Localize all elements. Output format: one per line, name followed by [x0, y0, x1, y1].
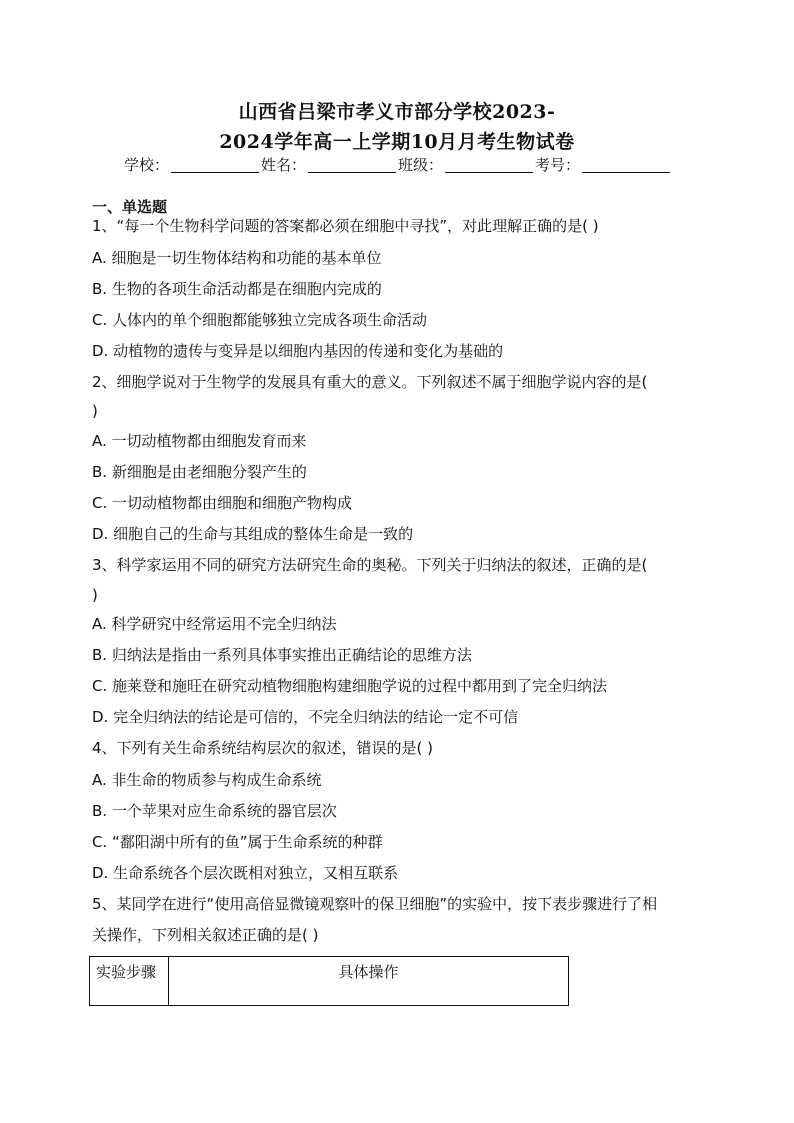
experiment-steps-table	[89, 956, 569, 1006]
question-2-option-a: A. 一切动植物都由细胞发育而来	[92, 432, 307, 450]
question-3-stem: 3、科学家运用不同的研究方法研究生命的奥秘。下列关于归纳法的叙述，正确的是(	[92, 556, 648, 574]
question-2-stem-continued: )	[92, 402, 98, 420]
question-3-option-b: B. 归纳法是指由一系列具体事实推出正确结论的思维方法	[92, 646, 472, 664]
question-3-option-a: A. 科学研究中经常运用不完全归纳法	[92, 615, 337, 633]
class-blank[interactable]	[445, 158, 533, 173]
table-header-row	[90, 957, 569, 1006]
exam-number-blank[interactable]	[582, 158, 670, 173]
question-2-option-c: C. 一切动植物都由细胞和细胞产物构成	[92, 494, 353, 512]
question-4-option-a: A. 非生命的物质参与构成生命系统	[92, 771, 322, 789]
name-blank[interactable]	[308, 158, 396, 173]
question-3-option-c: C. 施莱登和施旺在研究动植物细胞构建细胞学说的过程中都用到了完全归纳法	[92, 677, 608, 695]
exam-number-label: 考号：	[535, 156, 581, 174]
question-2-stem: 2、细胞学说对于生物学的发展具有重大的意义。下列叙述不属于细胞学说内容的是(	[92, 373, 648, 391]
question-1-option-c: C. 人体内的单个细胞都能够独立完成各项生命活动	[92, 311, 428, 329]
question-4-stem: 4、下列有关生命系统结构层次的叙述，错误的是( )	[92, 739, 434, 757]
class-label: 班级：	[398, 156, 444, 174]
question-3-option-d: D. 完全归纳法的结论是可信的，不完全归纳法的结论一定不可信	[92, 708, 519, 726]
question-1-option-d: D. 动植物的遗传与变异是以细胞内基因的传递和变化为基础的	[92, 342, 504, 360]
question-2-option-b: B. 新细胞是由老细胞分裂产生的	[92, 463, 307, 481]
school-blank[interactable]	[171, 158, 259, 173]
exam-title-line2: 2024学年高一上学期10月月考生物试卷	[219, 131, 575, 153]
question-2-option-d: D. 细胞自己的生命与其组成的整体生命是一致的	[92, 525, 414, 543]
question-4-option-b: B. 一个苹果对应生命系统的器官层次	[92, 802, 337, 820]
school-label: 学校：	[124, 156, 170, 174]
question-3-stem-continued: )	[92, 586, 98, 604]
question-5-stem: 5、某同学在进行“使用高倍显微镜观察叶的保卫细胞”的实验中，按下表步骤进行了相	[92, 895, 658, 913]
question-1-stem: 1、“每一个生物科学问题的答案都必须在细胞中寻找”，对此理解正确的是( )	[92, 217, 599, 235]
question-1-option-a: A. 细胞是一切生物体结构和功能的基本单位	[92, 249, 382, 267]
table-header-step: 实验步骤	[90, 957, 169, 1006]
question-4-option-c: C. “鄱阳湖中所有的鱼”属于生命系统的种群	[92, 833, 383, 851]
name-label: 姓名：	[261, 156, 307, 174]
question-4-option-d: D. 生命系统各个层次既相对独立，又相互联系	[92, 864, 399, 882]
question-5-stem-continued: 关操作，下列相关叙述正确的是( )	[92, 926, 319, 944]
table-header-operation: 具体操作	[169, 957, 569, 1006]
exam-title-line1: 山西省吕梁市孝义市部分学校2023-	[238, 101, 556, 123]
section-heading: 一、单选题	[92, 198, 168, 216]
student-info-row	[124, 154, 672, 175]
question-1-option-b: B. 生物的各项生命活动都是在细胞内完成的	[92, 280, 382, 298]
